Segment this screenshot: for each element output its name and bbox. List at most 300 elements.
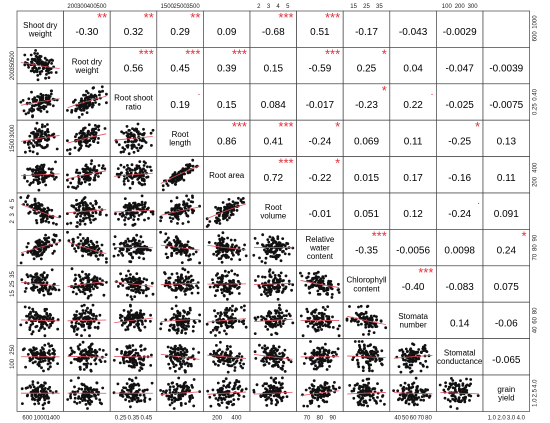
scatter-point (315, 275, 318, 278)
scatter-point (47, 315, 50, 318)
scatter-point (77, 149, 80, 152)
correlation-value: -0.0029 (442, 27, 477, 39)
scatter-point (235, 307, 238, 310)
scatter-point (306, 310, 309, 313)
panel-r2-c9 (436, 84, 483, 120)
scatter-point (50, 209, 53, 212)
scatter-point (128, 400, 131, 403)
scatter-point (173, 326, 176, 329)
scatter-point (238, 320, 241, 323)
scatter-point (129, 357, 132, 360)
scatter-point (313, 272, 316, 275)
scatter-point (289, 314, 292, 317)
scatter-point (93, 165, 96, 168)
scatter-point (137, 384, 140, 387)
scatter-point (257, 316, 260, 319)
scatter-point (97, 126, 100, 129)
significance-stars: *** (371, 228, 387, 244)
scatter-point (52, 222, 55, 225)
scatter-point (275, 257, 278, 260)
scatter-point (75, 293, 78, 296)
scatter-point (58, 289, 61, 292)
correlation-value: -0.01 (308, 209, 332, 221)
scatter-point (268, 321, 271, 324)
scatter-point (149, 364, 152, 367)
scatter-point (216, 289, 219, 292)
scatter-point (150, 144, 153, 147)
scatter-point (46, 145, 49, 148)
scatter-point (160, 322, 163, 325)
scatter-point (176, 310, 179, 313)
scatter-point (174, 215, 177, 218)
scatter-point (145, 249, 148, 252)
scatter-point (225, 333, 228, 336)
scatter-point (24, 366, 27, 369)
scatter-point (363, 347, 366, 350)
scatter-point (98, 103, 101, 106)
scatter-point (74, 146, 77, 149)
scatter-point (272, 271, 275, 274)
scatter-point (176, 387, 179, 390)
scatter-point (89, 252, 92, 255)
scatter-point (187, 280, 190, 283)
panel-r10-c2 (110, 375, 157, 411)
scatter-point (20, 278, 23, 281)
scatter-point (44, 310, 47, 313)
scatter-point (91, 128, 94, 131)
scatter-point (162, 184, 165, 187)
scatter-point (44, 184, 47, 187)
scatter-point (184, 371, 187, 374)
scatter-point (82, 217, 85, 220)
scatter-point (123, 166, 126, 169)
scatter-point (261, 276, 264, 279)
scatter-point (38, 363, 41, 366)
scatter-point (215, 221, 218, 224)
scatter-point (86, 111, 89, 114)
scatter-point (142, 257, 145, 260)
scatter-point (120, 252, 123, 255)
scatter-point (92, 219, 95, 222)
scatter-point (35, 169, 38, 172)
scatter-point (28, 135, 31, 138)
scatter-point (50, 59, 53, 62)
scatter-point (326, 305, 329, 308)
scatter-point (369, 364, 372, 367)
scatter-point (278, 352, 281, 355)
scatter-point (125, 168, 128, 171)
scatter-point (90, 294, 93, 297)
scatter-point (73, 330, 76, 333)
scatter-point (81, 313, 84, 316)
scatter-point (81, 242, 84, 245)
scatter-point (105, 353, 108, 356)
diagonal-label: content (353, 284, 380, 294)
scatter-point (308, 272, 311, 275)
scatter-point (49, 390, 52, 393)
scatter-point (282, 322, 285, 325)
scatter-point (98, 398, 101, 401)
scatter-point (263, 344, 266, 347)
scatter-point (216, 285, 219, 288)
scatter-point (77, 236, 80, 239)
scatter-point (367, 345, 370, 348)
scatter-point (230, 239, 233, 242)
correlation-value: 0.72 (263, 172, 284, 184)
scatter-point (35, 219, 38, 222)
scatter-point (278, 315, 281, 318)
scatter-point (195, 284, 198, 287)
scatter-point (187, 171, 190, 174)
panel-r9-c6 (297, 339, 344, 375)
scatter-point (404, 359, 407, 362)
scatter-point (175, 305, 178, 308)
scatter-point (126, 382, 129, 385)
scatter-point (182, 326, 185, 329)
panel-r0-c5 (250, 10, 297, 47)
scatter-point (380, 358, 383, 361)
scatter-point (144, 320, 147, 323)
scatter-point (19, 196, 22, 199)
scatter-point (77, 172, 80, 175)
scatter-point (269, 255, 272, 258)
scatter-point (95, 254, 98, 257)
scatter-point (87, 315, 90, 318)
scatter-point (185, 354, 188, 357)
scatter-point (86, 407, 89, 410)
scatter-point (52, 391, 55, 394)
scatter-point (129, 405, 132, 408)
scatter-point (169, 367, 172, 370)
scatter-point (362, 333, 365, 336)
scatter-point (42, 370, 45, 373)
scatter-point (192, 165, 195, 168)
correlation-value: 0.069 (353, 136, 380, 148)
scatter-point (312, 277, 315, 280)
scatter-point (70, 361, 73, 364)
scatter-point (129, 385, 132, 388)
scatter-point (87, 297, 90, 300)
scatter-point (381, 363, 384, 366)
significance-stars: * (335, 119, 341, 135)
scatter-point (142, 134, 145, 137)
scatter-point (176, 318, 179, 321)
scatter-point (92, 288, 95, 291)
scatter-point (325, 289, 328, 292)
scatter-point (261, 282, 264, 285)
scatter-point (198, 320, 201, 323)
scatter-point (130, 172, 133, 175)
scatter-point (95, 315, 98, 318)
scatter-point (304, 284, 307, 287)
scatter-point (81, 395, 84, 398)
panel-r1-c7 (343, 46, 390, 83)
scatter-point (47, 221, 50, 224)
scatter-point (124, 141, 127, 144)
scatter-point (232, 200, 235, 203)
scatter-point (139, 366, 142, 369)
diagonal-label: water (310, 243, 330, 253)
scatter-point (228, 198, 231, 201)
scatter-point (320, 328, 323, 331)
scatter-point (120, 171, 123, 174)
scatter-point (322, 306, 325, 309)
scatter-point (124, 197, 127, 200)
scatter-point (49, 292, 52, 295)
scatter-point (132, 349, 135, 352)
scatter-point (318, 312, 321, 315)
scatter-point (92, 277, 95, 280)
scatter-point (85, 164, 88, 167)
scatter-point (92, 252, 95, 255)
scatter-point (76, 213, 79, 216)
scatter-point (266, 328, 269, 331)
scatter-point (313, 354, 316, 357)
scatter-point (84, 181, 87, 184)
scatter-point (46, 123, 49, 126)
scatter-point (187, 277, 190, 280)
scatter-point (232, 279, 235, 282)
scatter-point (49, 285, 52, 288)
scatter-point (46, 110, 49, 113)
scatter-point (43, 271, 46, 274)
scatter-point (92, 388, 95, 391)
scatter-point (179, 344, 182, 347)
scatter-point (128, 240, 131, 243)
scatter-point (121, 324, 124, 327)
scatter-point (40, 274, 43, 277)
scatter-point (42, 348, 45, 351)
scatter-point (277, 298, 280, 301)
scatter-point (360, 305, 363, 308)
scatter-point (187, 311, 190, 314)
scatter-point (36, 122, 39, 125)
scatter-point (230, 315, 233, 318)
scatter-point (178, 249, 181, 252)
scatter-point (270, 319, 273, 322)
scatter-point (79, 223, 82, 226)
scatter-point (357, 362, 360, 365)
panel-r4-c3 (157, 157, 204, 193)
scatter-point (217, 249, 220, 252)
scatter-point (187, 322, 190, 325)
scatter-point (66, 139, 69, 142)
scatter-point (105, 261, 108, 264)
scatter-point (144, 326, 147, 329)
scatter-point (372, 353, 375, 356)
scatter-point (258, 257, 261, 260)
scatter-point (29, 312, 32, 315)
scatter-point (360, 323, 363, 326)
scatter-point (321, 280, 324, 283)
correlation-value: 0.25 (356, 63, 377, 75)
scatter-point (173, 407, 176, 410)
correlation-value: 0.14 (449, 318, 470, 330)
scatter-point (39, 130, 42, 133)
scatter-point (278, 346, 281, 349)
correlation-value: -0.0039 (489, 63, 524, 75)
scatter-point (284, 370, 287, 373)
scatter-point (38, 181, 41, 184)
scatter-point (93, 131, 96, 134)
scatter-point (132, 213, 135, 216)
scatter-point (272, 324, 275, 327)
scatter-point (182, 222, 185, 225)
scatter-point (70, 347, 73, 350)
scatter-point (89, 395, 92, 398)
panel-r5-c4 (203, 193, 250, 229)
scatter-point (409, 351, 412, 354)
correlation-value: 0.051 (353, 209, 380, 221)
scatter-point (278, 287, 281, 290)
panel-r0-c9 (436, 11, 483, 47)
scatter-point (129, 273, 132, 276)
scatter-point (87, 350, 90, 353)
scatter-point (78, 274, 81, 277)
scatter-point (262, 358, 265, 361)
scatter-point (172, 217, 175, 220)
scatter-point (98, 94, 101, 97)
scatter-point (165, 182, 168, 185)
significance-stars: * (521, 228, 527, 244)
scatter-point (142, 390, 145, 393)
scatter-point (173, 313, 176, 316)
scatter-point (87, 178, 90, 181)
scatter-point (36, 222, 39, 225)
scatter-point (217, 277, 220, 280)
scatter-point (30, 182, 33, 185)
diagonal-label: Chlorophyll (346, 275, 387, 285)
scatter-point (114, 212, 117, 215)
scatter-point (33, 347, 36, 350)
correlation-value: -0.17 (355, 27, 378, 39)
scatter-point (72, 100, 75, 103)
scatter-point (272, 278, 275, 281)
scatter-point (312, 326, 315, 329)
scatter-point (228, 364, 231, 367)
scatter-point (130, 295, 133, 298)
scatter-point (40, 360, 43, 363)
scatter-point (226, 298, 229, 301)
scatter-point (375, 348, 378, 351)
scatter-point (123, 219, 126, 222)
scatter-point (93, 168, 96, 171)
scatter-point (239, 362, 242, 365)
scatter-point (33, 52, 36, 55)
scatter-point (159, 231, 162, 234)
scatter-point (283, 353, 286, 356)
scatter-point (124, 278, 127, 281)
scatter-point (236, 274, 239, 277)
significance-stars: *** (278, 10, 294, 25)
scatter-point (27, 315, 30, 318)
scatter-point (324, 275, 327, 278)
scatter-point (171, 307, 174, 310)
scatter-point (129, 388, 132, 391)
scatter-point (94, 101, 97, 104)
scatter-point (43, 107, 46, 110)
scatter-point (291, 322, 294, 325)
panel-frame (483, 11, 530, 47)
panel-r9-c5 (250, 339, 297, 375)
scatter-point (47, 236, 50, 239)
scatter-point (72, 205, 75, 208)
scatter-point (236, 359, 239, 362)
scatter-point (74, 135, 77, 138)
scatter-point (123, 180, 126, 183)
scatter-point (43, 147, 46, 150)
scatter-point (370, 350, 373, 353)
scatter-point (54, 234, 57, 237)
scatter-point (226, 345, 229, 348)
panel-r6-c10 (483, 228, 530, 265)
scatter-point (125, 274, 128, 277)
scatter-point (282, 284, 285, 287)
scatter-point (323, 359, 326, 362)
scatter-point (278, 312, 281, 315)
scatter-point (41, 60, 44, 63)
scatter-point (212, 253, 215, 256)
scatter-point (192, 348, 195, 351)
scatter-point (257, 275, 260, 278)
correlation-value: 0.075 (493, 282, 519, 293)
scatter-point (95, 363, 98, 366)
scatter-point (99, 283, 102, 286)
panel-r4-c1 (64, 157, 111, 193)
scatter-point (400, 348, 403, 351)
panel-r10-c1 (64, 375, 111, 411)
scatter-point (32, 330, 35, 333)
scatter-point (417, 358, 420, 361)
scatter-point (141, 323, 144, 326)
scatter-point (187, 363, 190, 366)
scatter-point (46, 274, 49, 277)
scatter-point (159, 216, 162, 219)
scatter-point (42, 384, 45, 387)
panel-r7-c8 (390, 265, 437, 302)
scatter-point (400, 371, 403, 374)
scatter-point (265, 257, 268, 260)
scatter-point (123, 309, 126, 312)
scatter-point (55, 223, 58, 226)
scatter-point (228, 325, 231, 328)
scatter-point (238, 286, 241, 289)
scatter-point (128, 252, 131, 255)
scatter-point (81, 113, 84, 116)
scatter-point (137, 290, 140, 293)
scatter-point (254, 357, 257, 360)
scatter-point (75, 133, 78, 136)
scatter-point (81, 168, 84, 171)
scatter-point (135, 128, 138, 131)
scatter-point (36, 130, 39, 133)
scatter-point (43, 172, 46, 175)
scatter-point (128, 378, 131, 381)
scatter-point (49, 362, 52, 365)
scatter-point (38, 352, 41, 355)
scatter-point (252, 254, 255, 257)
scatter-point (277, 361, 280, 364)
scatter-point (58, 215, 61, 218)
scatter-point (191, 292, 194, 295)
scatter-point (254, 332, 257, 335)
scatter-point (131, 143, 134, 146)
scatter-point (406, 350, 409, 353)
scatter-point (66, 222, 69, 225)
scatter-point (280, 259, 283, 262)
scatter-point (75, 203, 78, 206)
scatter-point (33, 251, 36, 254)
